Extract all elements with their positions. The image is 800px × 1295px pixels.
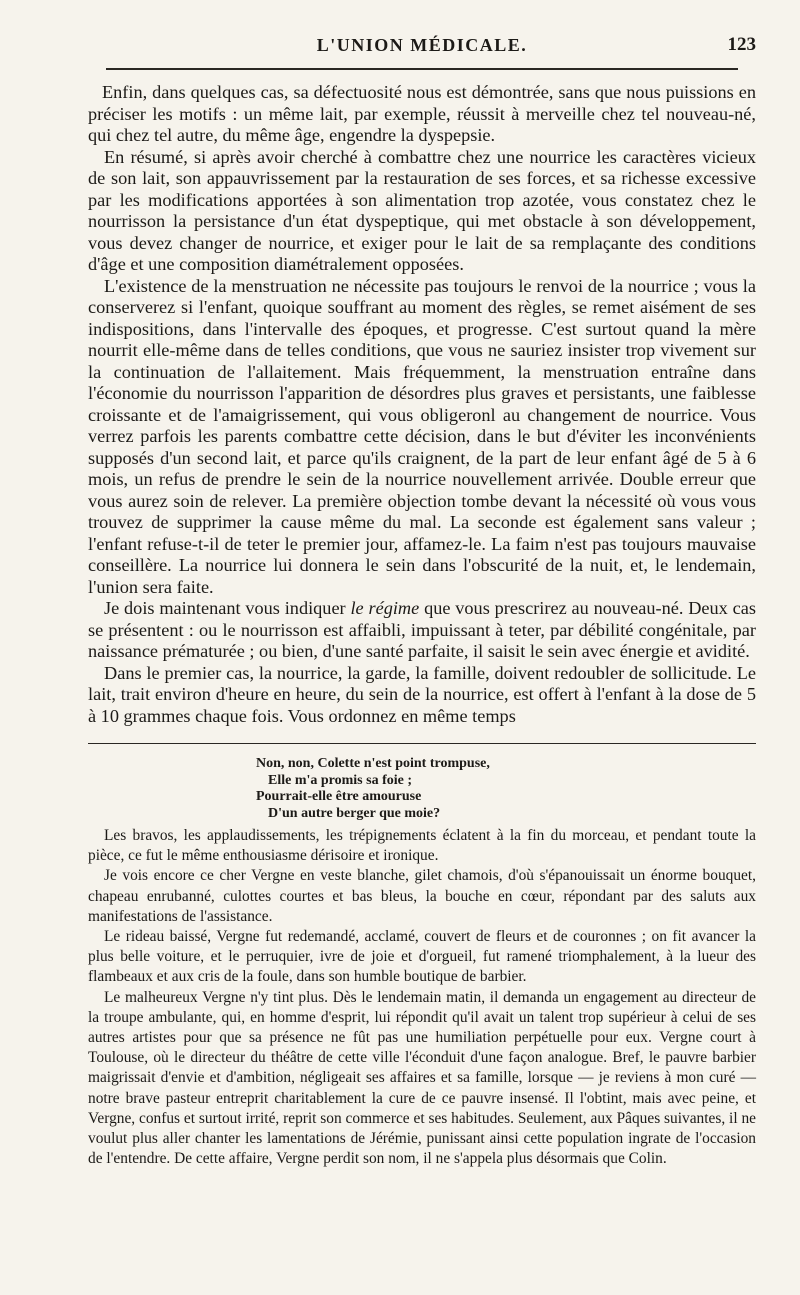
header-rule xyxy=(106,68,738,70)
feuilleton-paragraph: Les bravos, les applaudissements, les trépignements éclatent à la fin du morceau, et pendant toute la pièce, ce fut le même enthousiasme dérisoire et ironique. xyxy=(88,827,756,865)
feuilleton-text xyxy=(88,826,756,1169)
running-title: L'UNION MÉDICALE. xyxy=(316,35,528,55)
feuilleton-paragraph: Je vois encore ce cher Vergne en veste blanche, gilet chamois, d'où s'épanouissait un énorme bouquet, chapeau enrubanné, culottes courtes et bas bleus, la bouche en cœur, répondant par des saluts aux manifestations de l'assistance. xyxy=(88,867,756,925)
feuilleton-paragraph: Le rideau baissé, Vergne fut redemandé, acclamé, couvert de fleurs et de couronnes ; on fit avancer la plus belle voiture, et le perruquier, ivre de joie et d'orgueil, fut ramené triomphalement, à la lueur des flambeaux et aux cris de la foule, dans son humble boutique de barbier. xyxy=(88,928,756,986)
verse-line: Pourrait-elle être amouruse xyxy=(256,789,422,804)
page-number: 123 xyxy=(727,34,756,55)
verse-line: Elle m'a promis sa foie ; xyxy=(268,772,413,788)
regime-before: Je dois maintenant vous indiquer xyxy=(104,598,351,618)
page-header xyxy=(88,26,756,56)
paragraph: En résumé, si après avoir cherché à combattre chez une nourrice les caractères vicieux de son lait, son appauvrissement par la restauration de ses forces, et sa richesse excessive par les modifications apportées à son alimentation trop azotée, vous constatez chez le nourrisson la persistance d'un état dyspeptique, qui met obstacle à son développement, vous devez changer de nourrice, et exiger pour le lait de sa remplaçante des conditions d'âge et une composition diamétralement opposées. xyxy=(88,146,756,274)
regime-italic: le régime xyxy=(350,598,420,618)
feuilleton-paragraph: Le malheureux Vergne n'y tint plus. Dès le lendemain matin, il demanda un engagement au directeur de la troupe ambulante, qui, en homme d'esprit, lui répondit qu'il avait un talent trop supérieur à celui de ses autres artistes pour que sa présence ne fût pas une humiliation perpétuelle pour eux. Vergne court à Toulouse, où le directeur du théâtre de cette ville l'éconduit d'une façon analogue. Bref, le pauvre barbier maigrissait d'envie et d'ambition, négligeait ses affaires et sa famille, lorsque — je reviens à mon curé — notre brave pasteur entreprit charitablement la cure de ce pauvre insensé. Il l'obtint, mais avec peine, et Vergne, confus et surtout irrité, reprit son commerce et ses habitudes. Seulement, aux Pâques suivantes, il ne voulut plus aller chanter les lamentations de Jérémie, punissant ainsi cette population ingrate de l'occasion de l'entendre. De cette affaire, Vergne perdit son nom, il ne s'appela plus désormais que Colin. xyxy=(88,988,756,1168)
paragraph-regime xyxy=(88,598,756,663)
paragraph: L'existence de la menstruation ne nécessite pas toujours le renvoi de la nourrice ; vous la conserverez si l'enfant, quoique souffrant au moment des règles, se remet aisément de ses indispositions, dans l'intervalle des époques, et progresse. C'est surtout quand la mère nourrit elle-même dans de telles conditions, que vous ne sauriez insister trop vivement sur la continuation de l'allaitement. Mais fréquemment, la menstruation entraîne dans l'économie du nourrisson l'apparition de désordres plus graves et persistants, une faiblesse croissante et de l'amaigrissement, qui vous obligeronl au changement de nourrice. Vous verrez parfois les parents combattre cette décision, dans le but d'éviter les inconvénients supposés d'un second lait, et parce qu'ils craignent, de la part de leur enfant âgé de 5 à 6 mois, un refus de prendre le sein de la nourrice nouvellement arrivée. Double erreur que vous aurez soin de relever. La première objection tombe devant la nécessité où vous vous trouvez de supprimer la cause même du mal. La seconde est également sans valeur ; l'enfant refuse-t-il de teter le premier jour, affamez-le. La faim n'est pas toujours mauvaise conseillère. La nourrice lui donnera le sein dans l'obscurité de la nuit, et, le lendemain, l'union sera faite. xyxy=(88,275,756,597)
regime-after: que vous prescrirez au nouveau-né. Deux cas se présentent : ou le nourrisson est affaibli, impuissant à teter, par débilité congénitale, par naissance prématurée ; ou bien, d'une santé parfaite, il saisit le sein avec énergie et avidité. xyxy=(88,598,756,661)
verse-block xyxy=(256,756,756,822)
page xyxy=(88,26,756,1169)
feuilleton-rule xyxy=(88,743,756,744)
main-text xyxy=(88,82,756,727)
paragraph: Enfin, dans quelques cas, sa défectuosité nous est démontrée, sans que nous puissions en préciser les motifs : un même lait, par exemple, réussit à merveille chez tel nouveau-né, qui chez tel autre, du même âge, engendre la dyspepsie. xyxy=(88,82,756,145)
paragraph: Dans le premier cas, la nourrice, la garde, la famille, doivent redoubler de sollicitude. Le lait, trait environ d'heure en heure, du sein de la nourrice, est offert à l'enfant à la dose de 5 à 10 grammes chaque fois. Vous ordonnez en même temps xyxy=(88,662,756,726)
verse-line: D'un autre berger que moie? xyxy=(268,805,441,821)
verse-line: Non, non, Colette n'est point trompuse, xyxy=(256,756,490,771)
